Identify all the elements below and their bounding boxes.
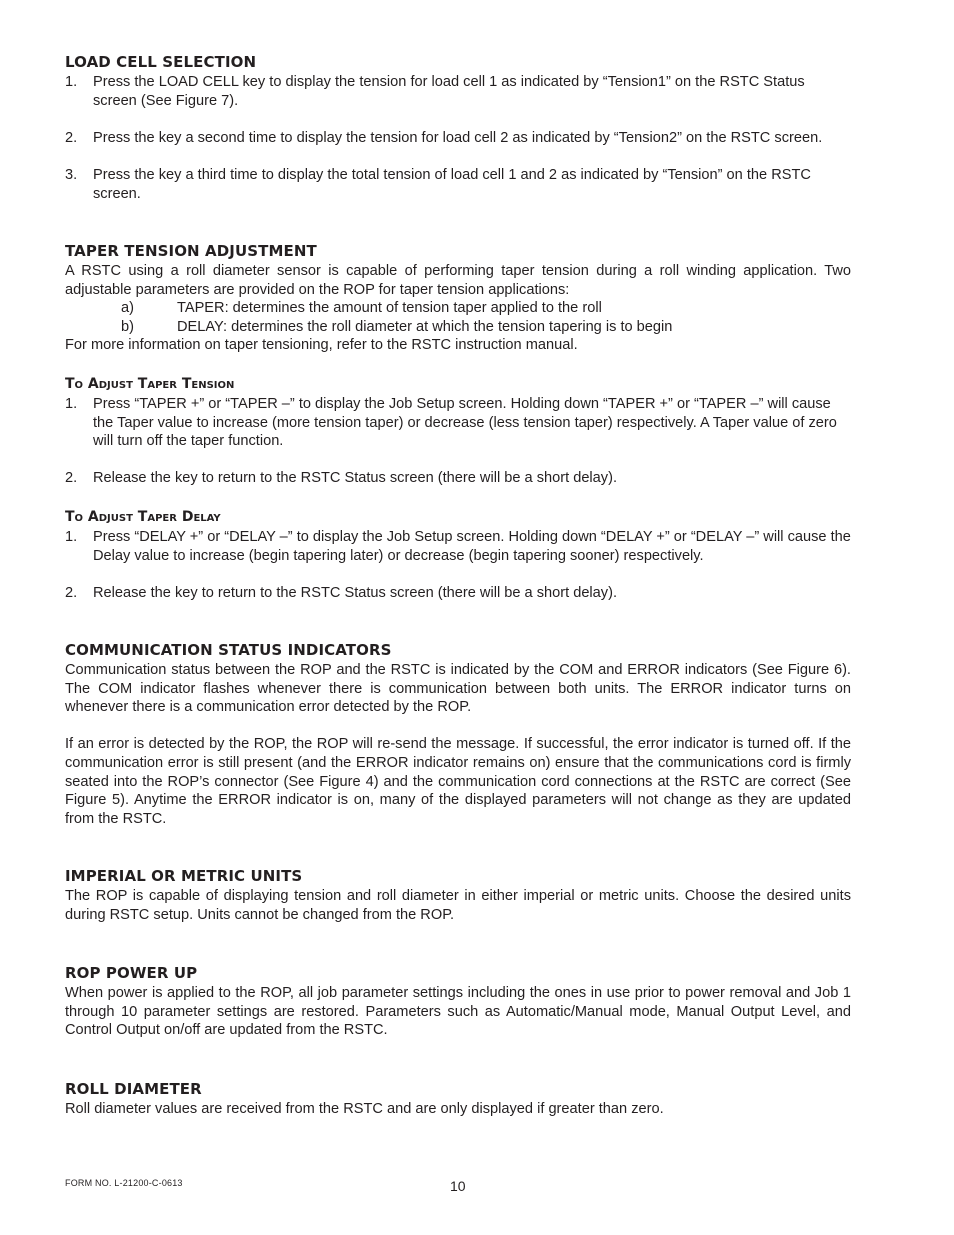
list-number: 3. [65,166,78,183]
taper-intro: A RSTC using a roll diameter sensor is capable of performing taper tension during a roll winding application. Two adjustable parameters are provided on the ROP for taper tension applications: [65,263,851,298]
page-number: 10 [450,1178,466,1194]
list-text: Press the key a second time to display the tension for load cell 2 as indicated by “Tension2” on the RSTC screen. [93,129,823,146]
sub-list-letter: a) [121,300,134,317]
list-item [65,584,851,603]
units-paragraph: The ROP is capable of displaying tension and roll diameter in either imperial or metric units. Choose the desired units during RSTC setup. Units cannot be changed from the ROP. [65,888,851,923]
subheading-adjust-taper-delay: To Adjust Taper Delay [65,509,221,525]
communication-paragraph-2: If an error is detected by the ROP, the ROP will re-send the message. If successful, the error indicator is turned off. If the communication error is still present (and the ERROR indicator remains on) ensure that the communications cord is firmly seated into the ROP’s connector (See Figure 4) and the communication cord connections at the RSTC are correct (See Figure 5). Anytime the ERROR indicator is on, many of the displayed parameters will not change as they are updated from the RSTC. [65,736,851,827]
taper-outro: For more information on taper tensioning, refer to the RSTC instruction manual. [65,337,578,354]
section-heading-units: IMPERIAL OR METRIC UNITS [65,867,303,885]
section-heading-roll-diameter: ROLL DIAMETER [65,1080,202,1098]
list-item [65,395,851,451]
section-heading-communication: COMMUNICATION STATUS INDICATORS [65,641,392,659]
taper-section [65,262,851,355]
communication-section [65,661,851,828]
list-text: Release the key to return to the RSTC Status screen (there will be a short delay). [93,584,617,601]
sub-list-text: TAPER: determines the amount of tension taper applied to the roll [177,300,602,317]
roll-diameter-paragraph: Roll diameter values are received from the RSTC and are only displayed if greater than zero. [65,1101,664,1117]
sub-list-letter: b) [121,318,134,335]
subheading-adjust-taper-tension: To Adjust Taper Tension [65,376,235,392]
communication-paragraph-1: Communication status between the ROP and the RSTC is indicated by the COM and ERROR indicators (See Figure 6). The COM indicator flashes whenever there is communication between both units. The ERROR indicator turns on whenever there is a communication error detected by the ROP. [65,662,851,716]
list-number: 2. [65,129,78,146]
form-number: FORM NO. L-21200-C-0613 [65,1178,183,1188]
list-number: 1. [65,74,78,90]
load-cell-list [65,73,851,203]
list-text: Release the key to return to the RSTC Status screen (there will be a short delay). [93,470,617,487]
power-up-paragraph: When power is applied to the ROP, all job parameter settings including the ones in use prior to power removal and Job 1 through 10 parameter settings are restored. Parameters such as Automatic/Manual mode, Manual Output Level, and Control Output on/off are updated from the RSTC. [65,985,851,1039]
list-text: Press the key a third time to display the total tension of load cell 1 and 2 as indicated by “Tension” on the RSTC screen. [93,166,811,202]
list-number: 2. [65,470,78,487]
sub-list-item [65,299,851,318]
list-item [65,73,851,110]
section-heading-taper-tension: TAPER TENSION ADJUSTMENT [65,242,317,260]
list-item [65,528,851,565]
list-item [65,166,851,203]
list-number: 1. [65,396,78,412]
section-heading-load-cell: LOAD CELL SELECTION [65,53,257,71]
list-number: 2. [65,584,78,601]
adjust-tension-list [65,395,851,488]
list-text: Press “DELAY +” or “DELAY –” to display the Job Setup screen. Holding down “DELAY +” or “DELAY –” will cause the Delay value to increase (begin tapering later) or decrease (begin tapering sooner) respectively. [93,529,851,564]
list-number: 1. [65,529,78,545]
list-item [65,469,851,488]
list-text: Press “TAPER +” or “TAPER –” to display the Job Setup screen. Holding down “TAPER +” or “TAPER –” will cause the Taper value to increase (more tension taper) or decrease (less tension taper) respectively. A Taper value of zero will turn off the taper function. [93,396,837,450]
sub-list-text: DELAY: determines the roll diameter at which the tension tapering is to begin [177,318,673,335]
sub-list-item [65,318,851,337]
adjust-delay-list [65,528,851,602]
list-text: Press the LOAD CELL key to display the tension for load cell 1 as indicated by “Tension1” on the RSTC Status screen (See Figure 7). [93,74,805,109]
section-heading-power-up: ROP POWER UP [65,964,198,982]
list-item [65,129,851,148]
